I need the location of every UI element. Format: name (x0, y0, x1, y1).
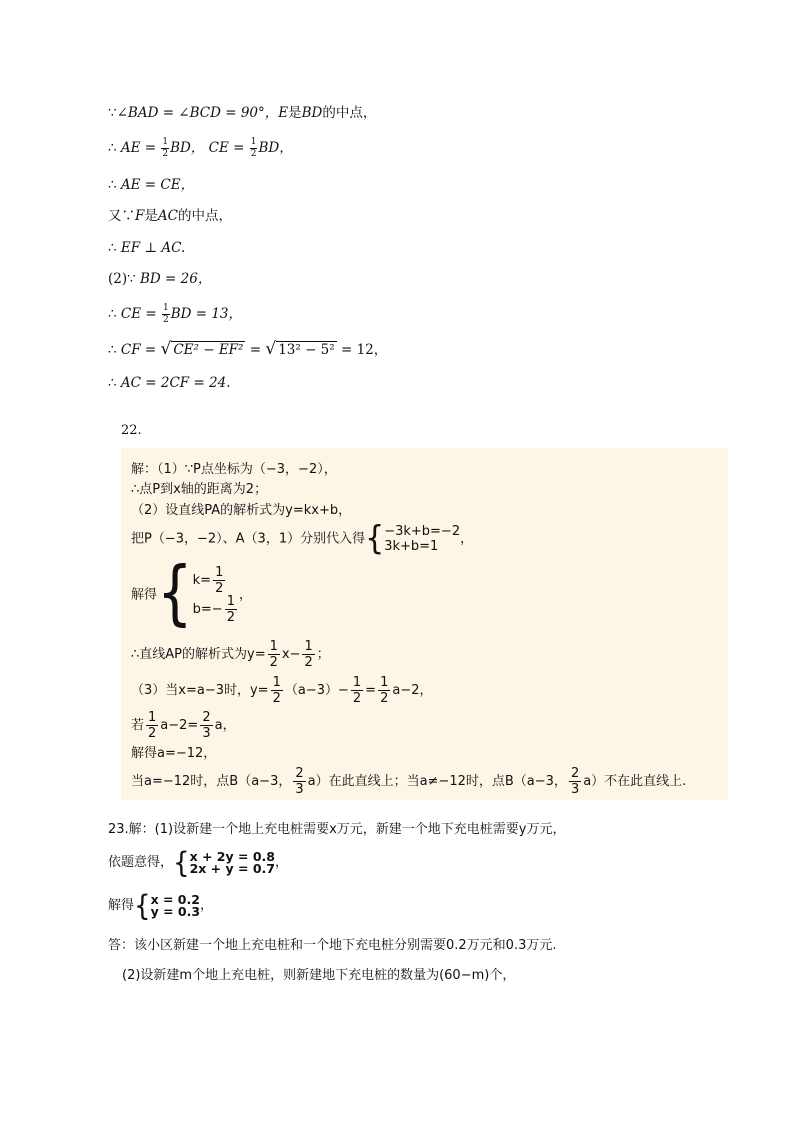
ce-result: BD = 13， (170, 306, 243, 322)
q22-row-4: 把P（−3，−2）、A（3，1）分别代入得 { −3k+b=−2 3k+b=1 ， (131, 519, 474, 558)
q23-line-1: 23.解：(1)设新建一个地上充电桩需要x万元，新建一个地下充电桩需要y万元， (108, 822, 566, 837)
text-also: 又 (108, 208, 122, 224)
text-midpoint: 的中点， (322, 105, 377, 121)
bd-term: BD， (170, 140, 205, 156)
therefore-symbol: ∴ (108, 240, 117, 256)
because-symbol: ∵ (108, 105, 117, 121)
proof-line-7 (108, 304, 242, 325)
q23-line-4: 答：该小区新建一个地上充电桩和一个地下充电桩分别需要0.2万元和0.3万元. (108, 938, 557, 953)
angle-equation: ∠BAD = ∠BCD = 90°， (116, 105, 279, 121)
therefore-symbol: ∴ (108, 140, 117, 156)
sqrt-expression-2: √ 13² − 5² (265, 339, 335, 359)
point-f: F (135, 208, 145, 224)
sqrt-expression-1: √ CE² − EF² (160, 339, 244, 359)
q22-row-5: 解得 { k= $\frac{1}{2}$ b=− $\frac{1}{2}$ ， (131, 552, 252, 634)
q23-line-2: 依题意得， { x + 2y = 0.8 2x + y = 0.7 ， (108, 846, 288, 880)
therefore-symbol: ∴ (108, 342, 117, 358)
q22-row-10: 当a=−12时，点B（a−3， $\frac{2}{3}$ a）在此直线上；当a≠−12时，点B（a−3， $\frac{2}{3}$ a）不在此直线上. (131, 766, 687, 797)
q22-row-9: 解得a=−12， (131, 746, 217, 761)
perpendicular-statement: EF ⊥ AC. (120, 240, 186, 256)
therefore-symbol: ∴ (108, 177, 117, 193)
part-label: (2) (108, 271, 128, 287)
point-e: E (278, 105, 289, 121)
half-fraction-2: $\frac{1}{2}$ (250, 137, 257, 159)
solution-brace: { k= $\frac{1}{2}$ b=− $\frac{1}{2}$ (157, 552, 235, 634)
q23-line-3: 解得 { x = 0.2 y = 0.3 ， (108, 889, 214, 923)
question-22-number: 22. (121, 423, 142, 438)
proof-line-2 (108, 138, 293, 159)
bd-term-2: BD， (258, 140, 293, 156)
because-symbol: ∵ (127, 271, 136, 287)
q22-row-2: ∴点P到x轴的距离为2； (131, 482, 268, 497)
proof-line-1 (108, 104, 376, 122)
proof-line-8 (108, 341, 387, 359)
solution-system-brace: { x = 0.2 y = 0.3 (134, 889, 201, 923)
q22-row-7: （3）当x=a−3时，y= $\frac{1}{2}$ （a−3）− $\frac{1}{2}$ = $\frac{1}{2}$ a−2， (131, 675, 433, 706)
half-fraction: $\frac{1}{2}$ (162, 303, 169, 325)
proof-line-3 (108, 176, 194, 194)
ce-eq: CE = (120, 306, 161, 322)
segment-bd: BD (301, 105, 323, 121)
q22-row-8: 若 $\frac{1}{2}$ a−2= $\frac{2}{3}$ a， (131, 710, 236, 741)
proof-line-5 (108, 239, 185, 257)
ae-eq: AE = (120, 140, 161, 156)
proof-line-9 (108, 374, 231, 392)
answer-box-22 (121, 448, 728, 800)
therefore-symbol: ∴ (108, 306, 117, 322)
proof-line-6 (108, 270, 211, 288)
equals: = (245, 342, 266, 358)
text-is: 是 (288, 105, 302, 121)
cf-result: = 12， (336, 342, 388, 358)
q22-row-1: 解：（1）∵P点坐标为（−3，−2）， (131, 462, 337, 477)
cf-eq: CF = (120, 342, 161, 358)
text-is: 是 (144, 208, 158, 224)
therefore-symbol: ∴ (108, 375, 117, 391)
equation-system-brace: { x + 2y = 0.8 2x + y = 0.7 (173, 846, 275, 880)
proof-line-4 (108, 207, 232, 225)
ac-result: AC = 2CF = 24. (120, 375, 231, 391)
q22-row-6: ∴直线AP的解析式为y= $\frac{1}{2}$ x− $\frac{1}{2}$ ； (131, 639, 330, 670)
ce-eq: CE = (208, 140, 249, 156)
bd-value: BD = 26， (140, 271, 212, 287)
segment-ac: AC (157, 208, 178, 224)
ae-ce-equation: AE = CE， (120, 177, 195, 193)
text-midpoint: 的中点， (177, 208, 232, 224)
half-fraction: $\frac{1}{2}$ (162, 137, 169, 159)
because-symbol: ∵ (121, 208, 135, 224)
system-brace: { −3k+b=−2 3k+b=1 (365, 519, 461, 558)
q23-line-5: (2)设新建m个地上充电桩，则新建地下充电桩的数量为(60−m)个， (122, 968, 516, 983)
q22-row-3: （2）设直线PA的解析式为y=kx+b， (131, 503, 352, 518)
